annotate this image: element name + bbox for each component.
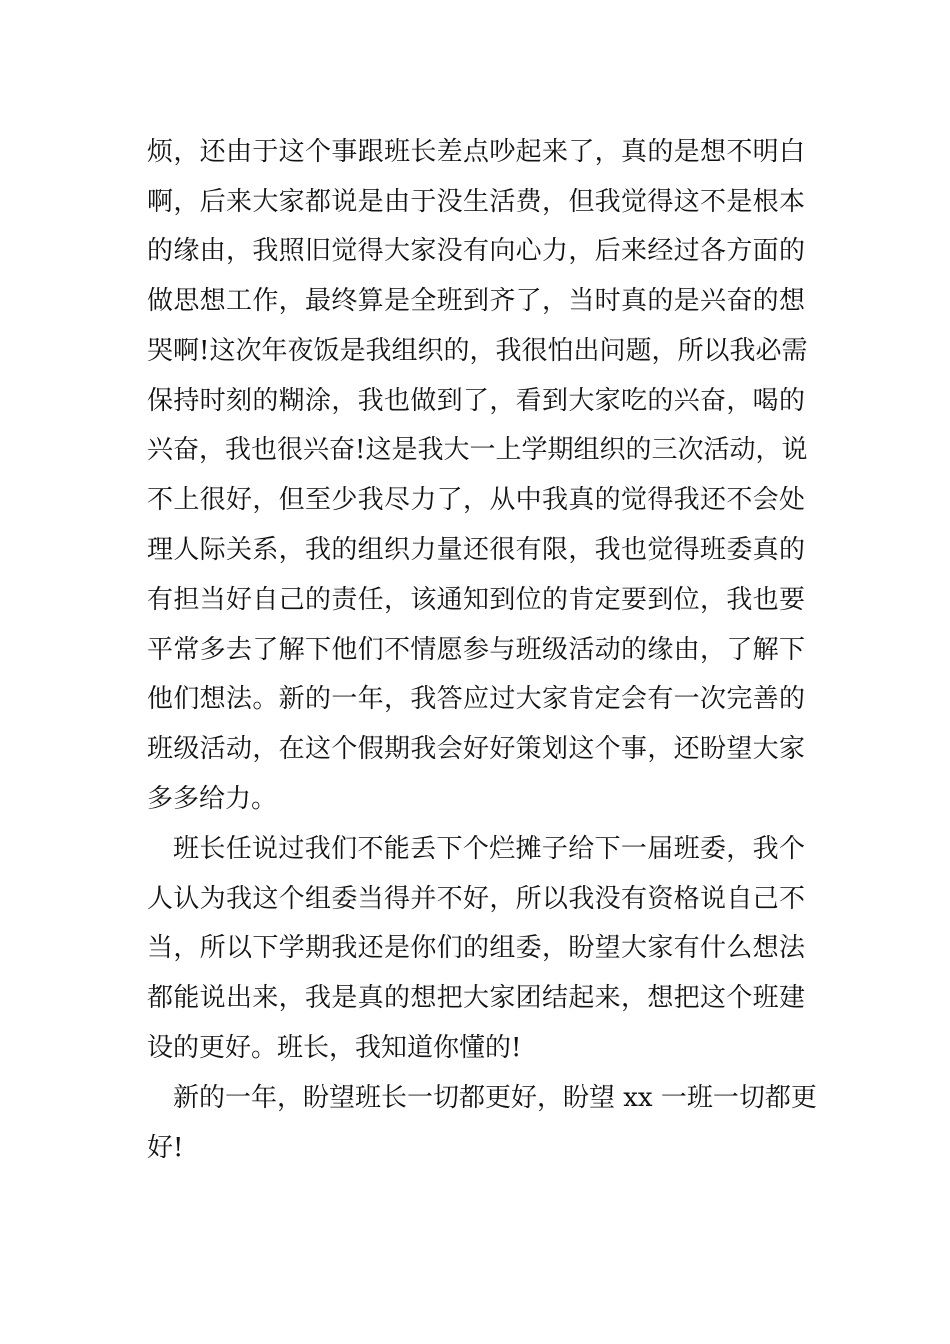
text-line: 人认为我这个组委当得并不好，所以我没有资格说自己不 bbox=[147, 884, 805, 914]
text-line: 多多给力。 bbox=[147, 784, 278, 814]
text-line: 的缘由，我照旧觉得大家没有向心力，后来经过各方面的 bbox=[147, 236, 805, 266]
text-line: 好! bbox=[147, 1133, 184, 1163]
text-line: 平常多去了解下他们不情愿参与班级活动的缘由，了解下 bbox=[147, 635, 805, 665]
text-line: 理人际关系，我的组织力量还很有限，我也觉得班委真的 bbox=[147, 535, 805, 565]
text-line: 兴奋，我也很兴奋!这是我大一上学期组织的三次活动，说 bbox=[147, 435, 808, 465]
text-line: 都能说出来，我是真的想把大家团结起来，想把这个班建 bbox=[147, 983, 805, 1013]
text-line: 啊，后来大家都说是由于没生活费，但我觉得这不是根本 bbox=[147, 187, 805, 217]
text-line: 保持时刻的糊涂，我也做到了，看到大家吃的兴奋，喝的 bbox=[147, 386, 805, 416]
text-line: 他们想法。新的一年，我答应过大家肯定会有一次完善的 bbox=[147, 684, 805, 714]
text-line: 不上很好，但至少我尽力了，从中我真的觉得我还不会处 bbox=[147, 485, 805, 515]
text-line: 烦，还由于这个事跟班长差点吵起来了，真的是想不明白 bbox=[147, 137, 805, 167]
text-line: 哭啊!这次年夜饭是我组织的，我很怕出问题，所以我必需 bbox=[147, 336, 808, 366]
text-line: 设的更好。班长，我知道你懂的! bbox=[147, 1033, 522, 1063]
text-line: 做思想工作，最终算是全班到齐了，当时真的是兴奋的想 bbox=[147, 286, 805, 316]
text-line: 班长任说过我们不能丢下个烂摊子给下一届班委，我个 bbox=[173, 834, 805, 864]
text-line: 班级活动，在这个假期我会好好策划这个事，还盼望大家 bbox=[147, 734, 805, 764]
text-line: 有担当好自己的责任，该通知到位的肯定要到位，我也要 bbox=[147, 585, 805, 615]
text-line: 新的一年，盼望班长一切都更好，盼望 xx 一班一切都更 bbox=[173, 1083, 817, 1113]
text-line: 当，所以下学期我还是你们的组委，盼望大家有什么想法 bbox=[147, 933, 805, 963]
